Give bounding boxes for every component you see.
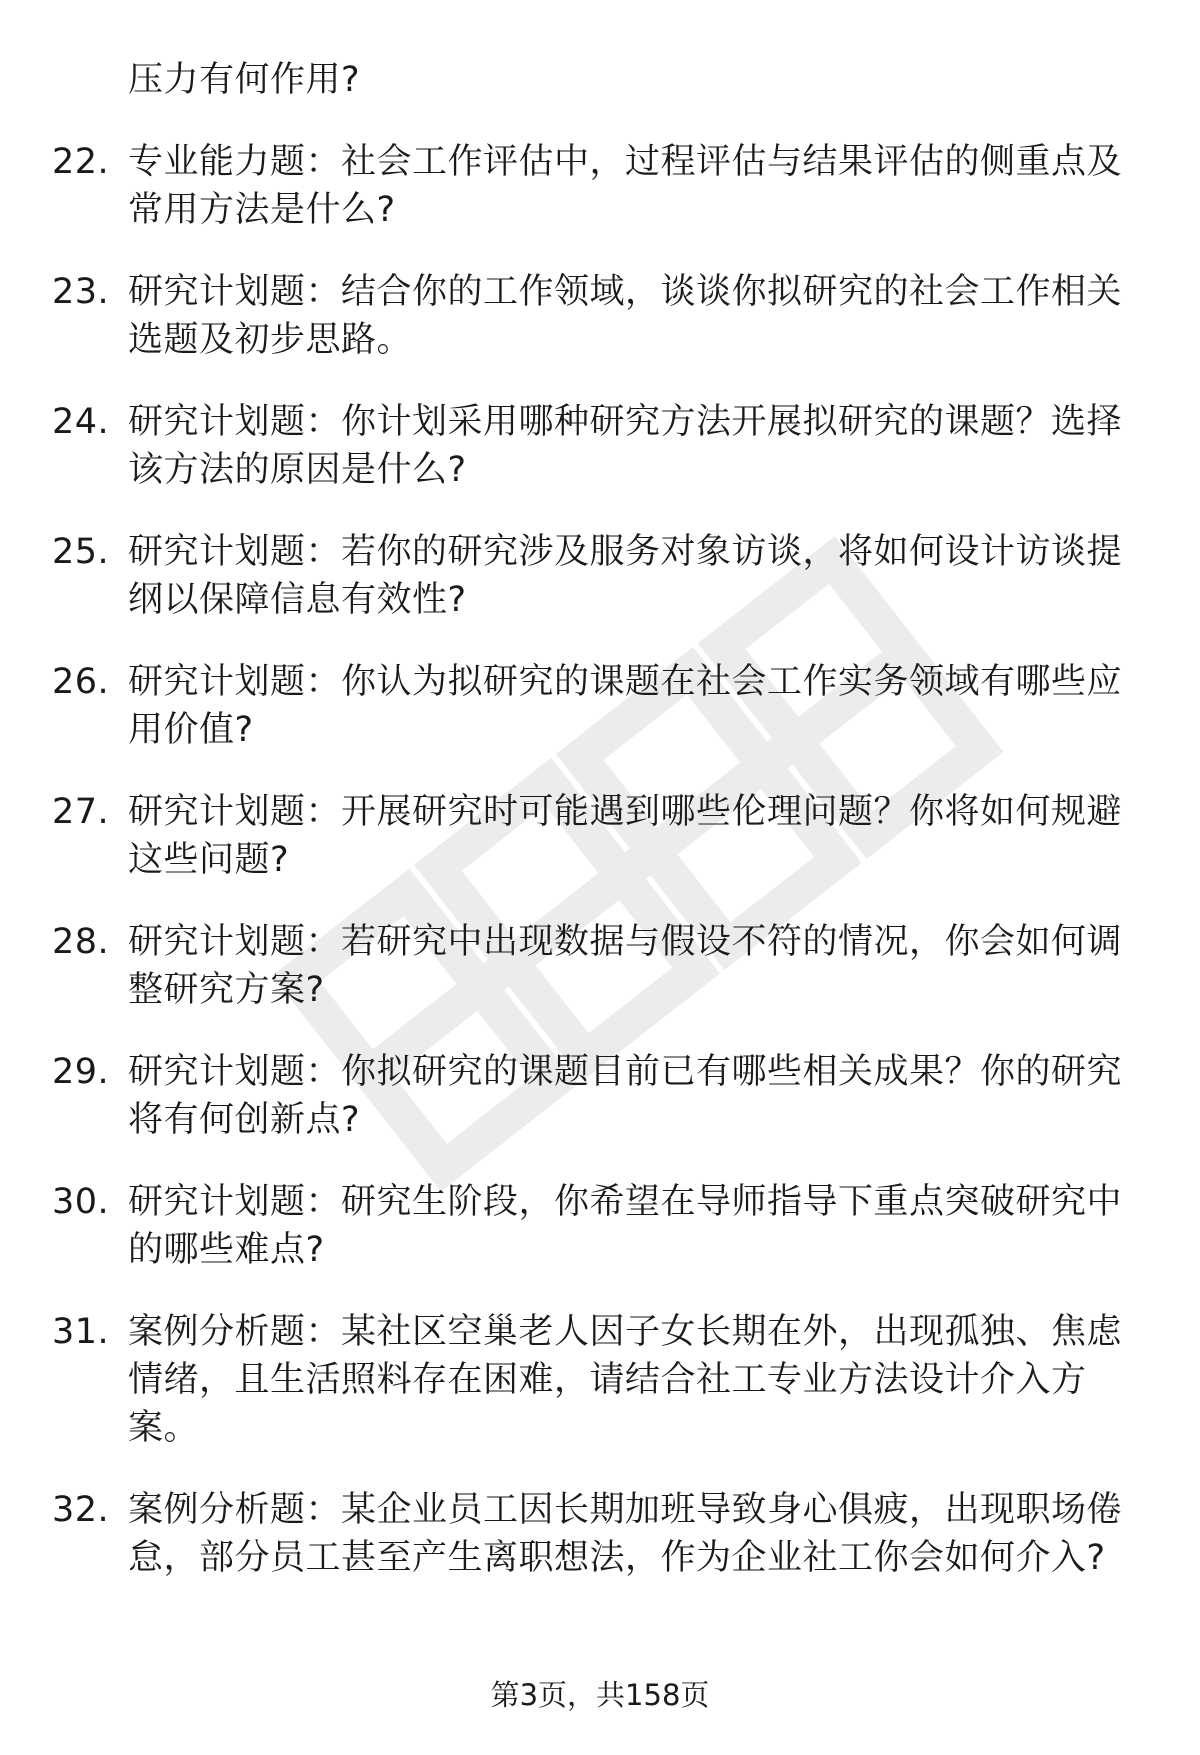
list-item [52,788,1142,884]
question-text: 研究计划题：若你的研究涉及服务对象访谈，将如何设计访谈提纲以保障信息有效性? [128,532,1123,620]
list-item [52,658,1142,754]
question-text: 研究计划题：研究生阶段，你希望在导师指导下重点突破研究中的哪些难点? [128,1182,1123,1270]
list-item [52,1178,1142,1274]
list-item [52,138,1142,234]
question-text: 案例分析题：某社区空巢老人因子女长期在外，出现孤独、焦虑情绪，且生活照料存在困难，请结合社工专业方法设计介入方案。 [128,1312,1123,1448]
question-text: 研究计划题：你拟研究的课题目前已有哪些相关成果？你的研究将有何创新点? [128,1052,1123,1140]
question-text: 研究计划题：你计划采用哪种研究方法开展拟研究的课题？选择该方法的原因是什么? [128,402,1123,490]
question-number: 22. [52,142,110,182]
question-number: 28. [52,922,110,962]
question-text: 研究计划题：若研究中出现数据与假设不符的情况，你会如何调整研究方案? [128,922,1123,1010]
list-item [52,268,1142,364]
list-item [52,918,1142,1014]
question-text: 压力有何作用? [128,60,361,100]
list-item [52,1486,1142,1582]
question-text: 案例分析题：某企业员工因长期加班导致身心俱疲，出现职场倦怠，部分员工甚至产生离职想法，作为企业社工你会如何介入? [128,1490,1123,1578]
question-number: 26. [52,662,110,702]
question-number: 29. [52,1052,110,1092]
list-item [52,1308,1142,1452]
question-number: 24. [52,402,110,442]
question-number: 32. [52,1490,110,1530]
list-item [52,528,1142,624]
list-item-continuation [52,56,1142,104]
question-list [52,56,1142,1616]
list-item [52,398,1142,494]
question-text: 专业能力题：社会工作评估中，过程评估与结果评估的侧重点及常用方法是什么? [128,142,1123,230]
question-number: 31. [52,1312,110,1352]
question-number: 25. [52,532,110,572]
question-number: 30. [52,1182,110,1222]
page-number-label: 第3页，共158页 [490,1678,710,1712]
question-number: 23. [52,272,110,312]
question-number: 27. [52,792,110,832]
question-text: 研究计划题：开展研究时可能遇到哪些伦理问题？你将如何规避这些问题? [128,792,1123,880]
list-item [52,1048,1142,1144]
page-footer [0,1675,1200,1715]
question-text: 研究计划题：结合你的工作领域，谈谈你拟研究的社会工作相关选题及初步思路。 [128,272,1123,360]
question-text: 研究计划题：你认为拟研究的课题在社会工作实务领域有哪些应用价值? [128,662,1123,750]
